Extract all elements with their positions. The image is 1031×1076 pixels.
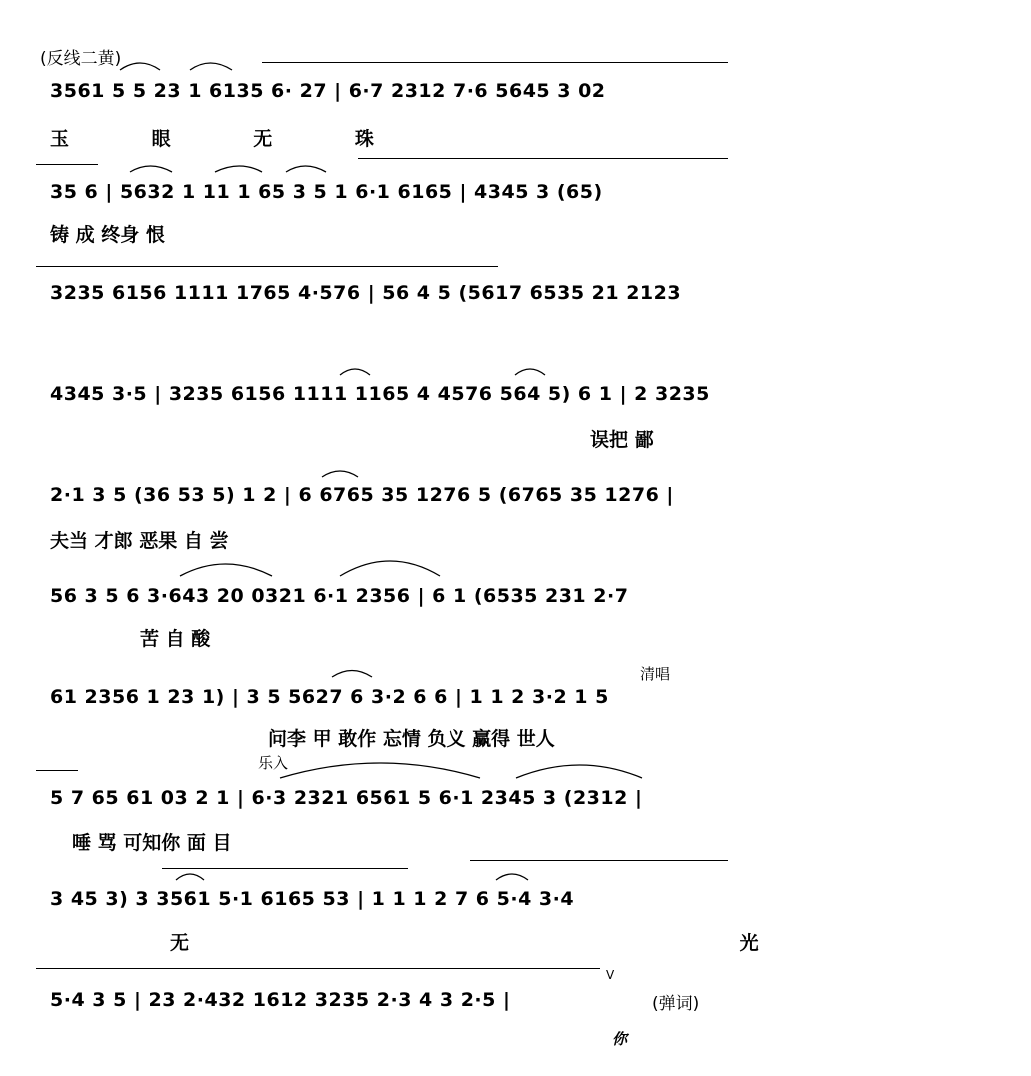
notation-line-3: 3235 6156 1111 1765 4·576 | 56 4 5 (5617 6535 21 2123: [50, 282, 682, 304]
notation-line-6: 56 3 5 6 3·643 20 0321 6·1 2356 | 6 1 (6535 231 2·7: [50, 585, 629, 607]
lyrics-line-1: 玉 眼 无 珠: [50, 128, 412, 150]
notation-line-10: 5·4 3 5 | 23 2·432 1612 3235 2·3 4 3 2·5 |: [50, 989, 511, 1011]
lyrics-line-5: 夫当 才郎 恶果 自 尝: [50, 530, 229, 552]
notation-line-7: 61 2356 1 23 1) | 3 5 5627 6 3·2 6 6 | 1 1 2 3·2 1 5: [50, 686, 609, 708]
tanci-marking: (弹词): [652, 994, 700, 1014]
breath-mark: V: [606, 968, 615, 982]
lyrics-line-8: 唾 骂 可知你 面 目: [72, 832, 232, 854]
lyrics-line-6: 苦 自 酸: [140, 628, 211, 650]
notation-line-9: 3 45 3) 3 3561 5·1 6165 53 | 1 1 1 2 7 6 5·4 3·4: [50, 888, 575, 910]
notation-line-4: 4345 3·5 | 3235 6156 1111 1165 4 4576 564 5) 6 1 | 2 3235: [50, 383, 710, 405]
notation-line-5: 2·1 3 5 (36 53 5) 1 2 | 6 6765 35 1276 5 (6765 35 1276 |: [50, 484, 674, 506]
lyrics-line-4: 误把 鄙: [590, 429, 654, 451]
mode-label: (反线二黄): [40, 49, 122, 69]
lyrics-line-9: 无 光: [170, 932, 1031, 954]
lyrics-line-2: 铸 成 终身 恨: [50, 224, 165, 246]
notation-line-8: 5 7 65 61 03 2 1 | 6·3 2321 6561 5 6·1 2345 3 (2312 |: [50, 787, 643, 809]
final-lyric: 你: [612, 1030, 628, 1048]
lyrics-line-7: 问李 甲 敢作 忘情 负义 赢得 世人: [268, 728, 555, 750]
notation-line-1: 3561 5 5 23 1 6135 6· 27 | 6·7 2312 7·6 5645 3 02: [50, 80, 606, 102]
qingchang-marking: 清唱: [640, 665, 671, 683]
yueru-marking: 乐入: [258, 754, 289, 772]
notation-line-2: 35 6 | 5632 1 11 1 65 3 5 1 6·1 6165 | 4345 3 (65): [50, 181, 603, 203]
